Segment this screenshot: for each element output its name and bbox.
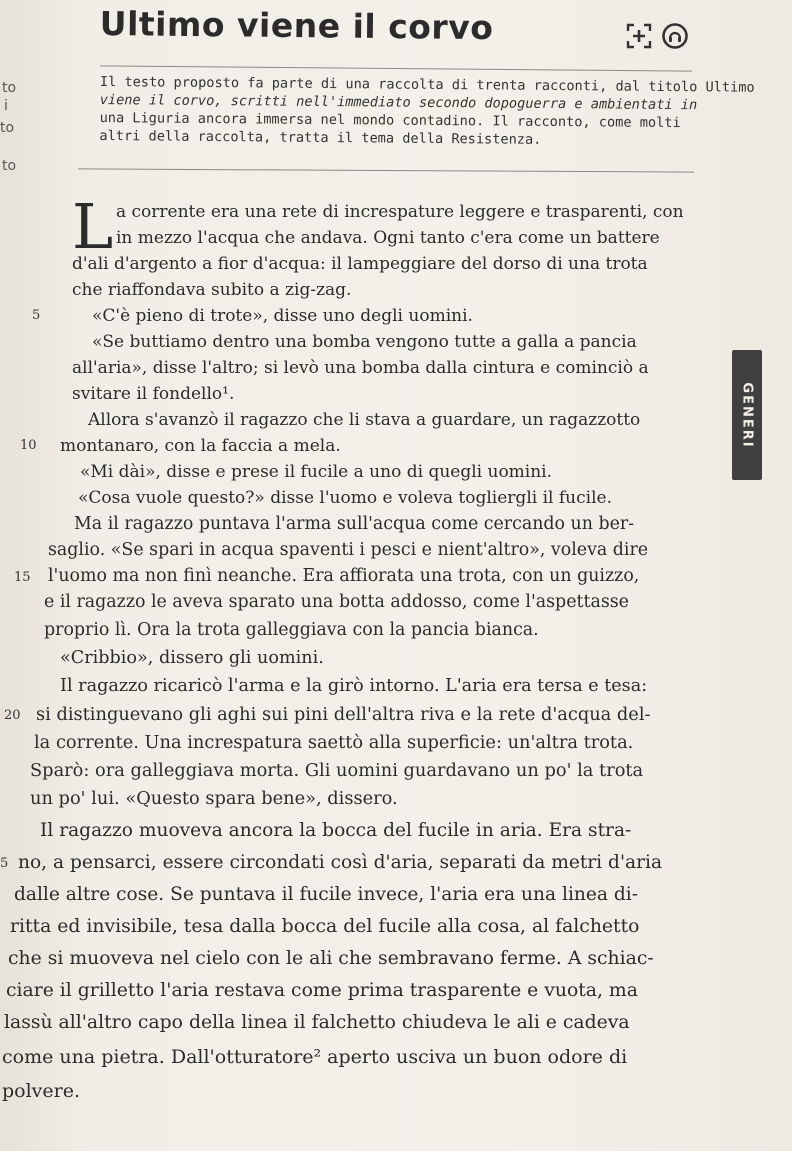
story-line: si distinguevano gli aghi sui pini dell'altra riva e la rete d'acqua del- [36,704,651,725]
zoom-plus-icon[interactable] [625,22,653,50]
intro-bottom-rule [78,168,694,172]
story-line: e il ragazzo le aveva sparato una botta addosso, come l'aspettasse [44,592,629,612]
story-line: l'uomo ma non finì neanche. Era affiorata una trota, con un guizzo, [48,566,640,586]
genre-side-tab [732,350,762,480]
page-title: Ultimo viene il corvo [99,4,494,48]
story-line: «Cosa vuole questo?» disse l'uomo e voleva togliergli il fucile. [78,488,612,508]
story-line: proprio lì. Ora la trota galleggiava con la pancia bianca. [44,620,539,640]
story-line: lassù all'altro capo della linea il falchetto chiudeva le ali e cadeva [4,1012,630,1033]
story-line: «Cribbio», dissero gli uomini. [60,648,324,668]
intro-line: viene il corvo, scritti nell'immediato secondo dopoguerra e ambientati in [99,91,698,114]
story-line: che si muoveva nel cielo con le ali che sembravano ferme. A schiac- [8,948,654,969]
intro-line: Il testo proposto fa parte di una raccolta di trenta racconti, dal titolo Ultimo [99,73,755,96]
margin-fragment: to [2,158,17,174]
line-number: 20 [4,708,21,723]
story-line: Sparò: ora galleggiava morta. Gli uomini guardavano un po' la trota [30,760,644,781]
story-line: «Se buttiamo dentro una bomba vengono tutte a galla a pancia [92,332,637,352]
story-line: come una pietra. Dall'otturatore² aperto usciva un buon odore di [2,1046,628,1068]
story-line: polvere. [2,1080,81,1102]
side-tab-label: GENERI [739,381,755,449]
margin-fragment: to [2,80,17,96]
story-line: un po' lui. «Questo spara bene», dissero. [30,788,398,809]
story-line: «C'è pieno di trote», disse uno degli uomini. [92,306,473,326]
story-line: saglio. «Se spari in acqua spaventi i pesci e nient'altro», voleva dire [48,540,649,560]
story-line: che riaffondava subito a zig-zag. [72,280,352,300]
story-line: la corrente. Una increspatura saettò alla superficie: un'altra trota. [34,732,634,753]
story-line: svitare il fondello¹. [72,384,235,404]
story-line: Il ragazzo muoveva ancora la bocca del fucile in aria. Era stra- [40,820,632,841]
intro-line: altri della raccolta, tratta il tema della Resistenza. [99,127,542,148]
toolbar-icons [625,22,689,50]
intro-box [99,73,755,150]
line-number: 15 [14,570,31,585]
story-line: all'aria», disse l'altro; si levò una bomba dalla cintura e cominciò a [72,358,649,378]
line-number: 5 [0,856,9,871]
margin-fragment: to [0,120,15,136]
line-number: 10 [20,438,37,453]
line-number: 5 [32,308,41,323]
drop-cap: L [72,190,114,263]
top-rule [100,65,692,71]
story-line: Allora s'avanzò il ragazzo che li stava a guardare, un ragazzotto [88,410,641,430]
story-line: ritta ed invisibile, tesa dalla bocca del fucile alla cosa, al falchetto [10,916,640,937]
margin-fragment: i [4,98,8,114]
story-line: d'ali d'argento a fior d'acqua: il lampeggiare del dorso di una trota [72,254,648,274]
story-line: dalle altre cose. Se puntava il fucile invece, l'aria era una linea di- [14,884,638,905]
story-line: Ma il ragazzo puntava l'arma sull'acqua come cercando un ber- [74,514,635,534]
story-line: «Mi dài», disse e prese il fucile a uno di quegli uomini. [80,462,553,482]
story-line: montanaro, con la faccia a mela. [60,436,341,456]
story-line: Il ragazzo ricaricò l'arma e la girò intorno. L'aria era tersa e tesa: [60,676,648,696]
story-line: in mezzo l'acqua che andava. Ogni tanto c'era come un battere [116,228,660,248]
story-line: no, a pensarci, essere circondati così d'aria, separati da metri d'aria [18,852,663,873]
audio-icon[interactable] [661,22,689,50]
intro-line: una Liguria ancora immersa nel mondo contadino. Il racconto, come molti [99,109,681,132]
story-line: ciare il grilletto l'aria restava come prima trasparente e vuota, ma [6,980,638,1001]
story-line: a corrente era una rete di increspature leggere e trasparenti, con [116,202,684,222]
